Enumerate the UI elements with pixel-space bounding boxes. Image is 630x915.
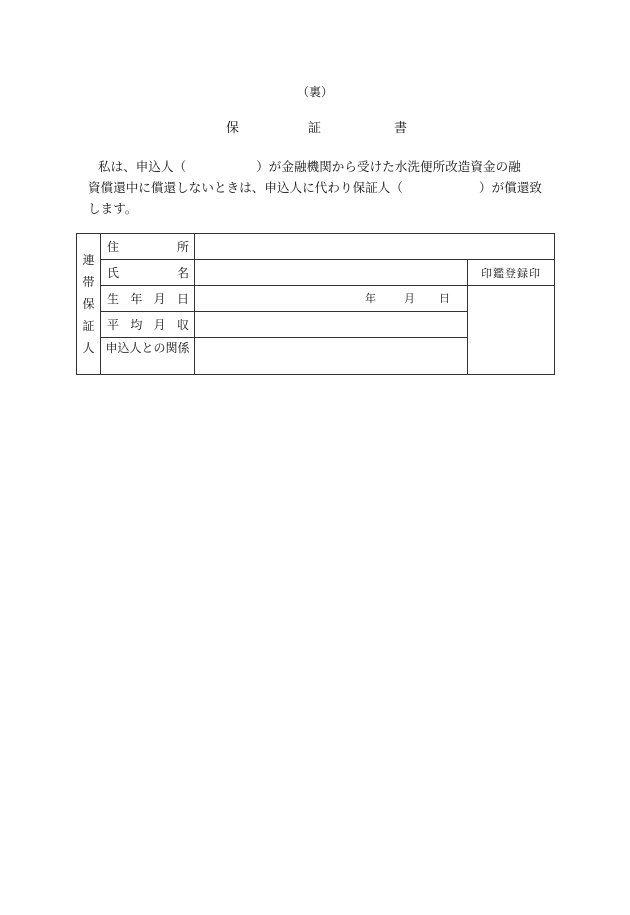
- income-label-cell: [101, 312, 195, 338]
- doc-title-char-2: 証: [308, 121, 322, 136]
- seal-label: 印鑑登録印: [468, 260, 555, 286]
- birth-month-label: 月: [404, 292, 415, 305]
- birth-label-2: 年: [130, 291, 143, 306]
- statement-line-3: します。: [88, 201, 138, 216]
- address-field[interactable]: [195, 234, 555, 260]
- address-label-cell: [101, 234, 195, 260]
- name-label-1: 氏: [107, 265, 120, 280]
- doc-title-char-1: 保: [226, 121, 240, 136]
- income-label-1: 平: [107, 317, 120, 332]
- income-label-2: 均: [130, 317, 143, 332]
- statement-line-1: [88, 156, 558, 177]
- birth-label-3: 月: [153, 291, 166, 306]
- joint-guarantor-heading: 連帯保証人: [77, 234, 101, 375]
- name-label-cell: [101, 260, 195, 286]
- address-label-2: 所: [176, 239, 189, 254]
- birthdate-field[interactable]: [195, 286, 468, 312]
- birthdate-label-cell: [101, 286, 195, 312]
- birth-day-label: 日: [439, 292, 450, 305]
- income-field[interactable]: [195, 312, 468, 338]
- seal-stamp-area[interactable]: [468, 286, 555, 375]
- address-label-1: 住: [107, 239, 120, 254]
- birth-year-label: 年: [365, 292, 376, 305]
- statement-line1-b: ）が金融機関から受けた水洗便所改造資金の融: [256, 159, 521, 174]
- statement-line1-a: 私は、申込人（: [98, 159, 187, 174]
- relation-field[interactable]: [195, 338, 468, 375]
- guarantor-table: [76, 233, 555, 375]
- doc-title-char-3: 書: [394, 121, 408, 136]
- relation-label: 申込人との関係: [105, 341, 190, 355]
- income-label-4: 収: [176, 317, 189, 332]
- income-label-3: 月: [153, 317, 166, 332]
- birth-label-1: 生: [107, 291, 120, 306]
- relation-label-cell: [101, 338, 195, 375]
- name-label-2: 名: [176, 265, 189, 280]
- statement-paragraph: [88, 156, 558, 219]
- name-field[interactable]: [195, 260, 468, 286]
- birth-label-4: 日: [176, 291, 189, 306]
- statement-line2-a: 資償還中に償還しないときは、申込人に代わり保証人（: [88, 180, 404, 195]
- page-subtitle: （裏）: [296, 85, 333, 99]
- statement-line2-b: ）が償還致: [479, 180, 543, 195]
- statement-line-2: [88, 177, 558, 198]
